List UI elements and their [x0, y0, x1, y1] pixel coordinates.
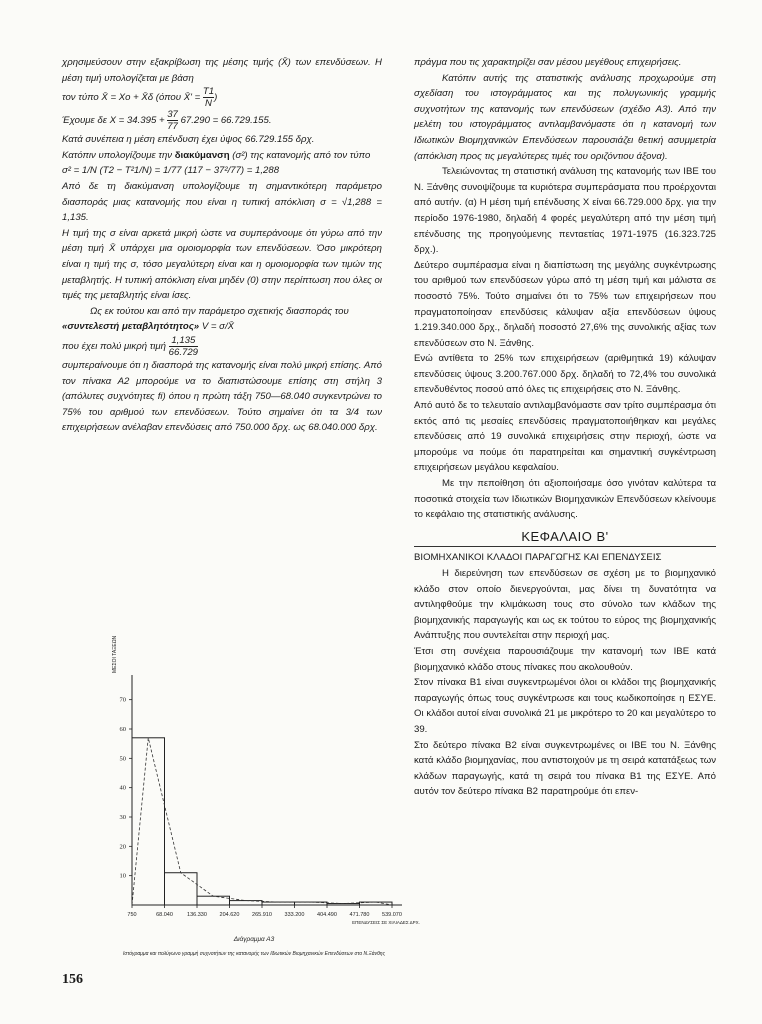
right-column: [414, 55, 716, 800]
left-para-2: Κατά συνέπεια η μέση επένδυση έχει ύψος 66.729.155 δρχ.: [62, 134, 315, 146]
right-para-5: Ενώ αντίθετα το 25% των επιχειρήσεων (αριθμητικά 19) κάλυψαν επενδύσεις ύψους 3.200.767.000 δρχ. δηλαδή το 72,4% του συνολικά επενδυθέντος ποσού από όλες τις επιχειρήσεις στο Ν. Ξάνθης.: [414, 353, 716, 396]
y-axis-label: ΜΕΣΟΙ ΤΑΞΕΩΝ: [112, 635, 118, 673]
right-para-1: πράγμα που τις χαρακτηρίζει σαν μέσου μεγέθους επιχειρήσεις.: [414, 57, 682, 68]
y-tick-label: 40: [119, 784, 126, 792]
right-para-10: Στον πίνακα Β1 είναι συγκεντρωμένοι όλοι οι κλάδοι της βιομηχανικής παραγωγής όπως τους συγκέντρωσε και τους κωδικοποίησε η ΕΣΥΕ. Οι κλάδοι αυτοί είναι συνολικά 21 με μικρότερο το 20 και μεγαλύτερο το 39.: [414, 677, 716, 735]
histogram-svg: [94, 635, 420, 970]
histogram-a3: [94, 635, 420, 970]
caption-title: Διάγραμμα Α3: [233, 936, 275, 943]
left-para-9: συμπεραίνουμε ότι η διασπορά της κατανομής είναι πολύ μικρή επίσης. Από τον πίνακα Α2 μπορούμε να το διαπιστώσουμε επίσης στη στήλη 3 (απόλυτες συχνότητες fi) όπου η πρώτη τάξη 750—68.040 συγκεντρώνει το 75% του αριθμού των επενδύσεων. Τούτο σημαίνει ότι τα 3/4 των επιχειρήσεων ανέλαβαν επενδύσεις από 750.000 δρχ. ως 68.040.000 δρχ.: [62, 359, 382, 434]
x-axis-label: ΕΠΕΝΔΥΣΕΙΣ ΣΕ ΧΙΛΙΑΔΕΣ ΔΡΧ.: [352, 920, 420, 925]
y-tick-label: 70: [119, 696, 126, 704]
formula-mean: τον τύπο X̄ = Xo + X̄δ (όπου X̄' = $\frac{T1}{N}$ ): [62, 86, 218, 110]
histogram-bar: [197, 896, 230, 905]
left-para-5: Η τιμή της σ είναι αρκετά μικρή ώστε να συμπεράνουμε ότι γύρω από την μέση τιμή X̄ υπάρχει μια ομοιομορφία των επενδύσεων. Όσο μικρότερη είναι η τιμή της σ, τόσο μεγαλύτερη είναι και η ομοιομορφία των τιμών της μεταβλητής. Η τυπική απόκλιση είναι μηδέν (0) στην περίπτωση που όλες οι τιμές της μεταβλητής είναι ίσες.: [62, 227, 382, 302]
histogram-bar: [132, 738, 165, 905]
formula-variance: σ² = 1/N (T2 − T²1/N) = 1/77 (117 − 37²/77) = 1,288: [62, 165, 280, 177]
chapter-title: ΚΕΦΑΛΑΙΟ Β': [414, 529, 716, 548]
x-tick-label: 68.040: [156, 912, 173, 918]
right-para-4: Δεύτερο συμπέρασμα είναι η διαπίστωση της μεγάλης συγκέντρωσης του αριθμού των επενδύσεων γύρω από τη μέση τιμή και μάλιστα σε ποσοστό 75%. Τούτο σημαίνει ότι το 75% των επιχειρήσεων που πραγματοποίησαν επενδύσεις κάλυψαν αξία επενδύσεων ύψους 1.219.340.000 δρχ., δηλαδή ποσοστό 27,6% της συνολικής αξίας των επενδύσεων στο Ν. Ξάνθης.: [414, 259, 716, 349]
left-para-4: Από δε τη διακύμανση υπολογίζουμε τη σημαντικότερη παράμετρο διασποράς μιας κατανομής που είναι η τυπική απόκλιση σ = √1,288 = 1,135.: [62, 180, 382, 224]
right-para-9: Έτσι στη συνέχεια παρουσιάζουμε την κατανομή των ΙΒΕ κατά βιομηχανικό κλάδο στους πίνακες που ακολουθούν.: [414, 645, 716, 673]
left-para-1: χρησιμεύσουν στην εξακρίβωση της μέσης τιμής (X̄) των επενδύσεων. Η μέση τιμή υπολογίζεται με βάση: [62, 57, 382, 84]
x-tick-label: 539.070: [382, 912, 402, 918]
chapter-subtitle: ΒΙΟΜΗΧΑΝΙΚΟΙ ΚΛΑΔΟΙ ΠΑΡΑΓΩΓΗΣ ΚΑΙ ΕΠΕΝΔΥΣΕΙΣ: [414, 552, 662, 564]
right-para-8: Η διερεύνηση των επενδύσεων σε σχέση με το βιομηχανικό κλάδο στον οποίο διενεργούνται, μας δίνει τη δυνατότητα να αντιληφθούμε την κλιμάκωση τους στο σύνολο των κλάδων της βιομηχανικής παραγωγής και ως εκ τούτου το εύρος της βιομηχανικής Ανάπτυξης που συντελείται στην περιοχή μας.: [414, 568, 716, 642]
y-tick-label: 10: [119, 872, 126, 880]
histogram-bar: [360, 902, 393, 905]
x-tick-label: 471.780: [349, 912, 370, 918]
y-tick-label: 50: [119, 755, 126, 763]
right-para-2: Κατόπιν αυτής της στατιστικής ανάλυσης προχωρούμε στη σχεδίαση του ιστογράμματος και της πολυγωνικής γραμμής συχνοτήτων της κατανομής των επενδύσεων (σχέδιο Α3). Από την μελέτη του ιστογράμματος αντιλαμβανόμαστε ότι η κατανομή των Ιδιωτικών Βιομηχανικών Επενδύσεων παρουσιάζει θετική ασυμμετρία (απόκλιση προς τις μεγαλύτερες τιμές του οριζόντιου άξονα).: [414, 72, 716, 162]
x-tick-label: 750: [127, 912, 137, 918]
left-para-8: που έχει πολύ μικρή τιμή $\frac{1,135}{66.729}$: [62, 334, 198, 358]
y-tick-label: 20: [119, 843, 126, 851]
x-tick-label: 136.330: [187, 912, 207, 918]
x-tick-label: 265.910: [252, 912, 272, 918]
left-para-7: «συντελεστή μεταβλητότητος» V = σ/X̄: [62, 321, 235, 333]
x-tick-label: 404.490: [317, 912, 337, 918]
x-tick-label: 333.200: [284, 912, 305, 918]
y-tick-label: 60: [119, 726, 126, 733]
x-tick-label: 204.620: [219, 912, 240, 918]
right-para-3: Τελειώνοντας τη στατιστική ανάλυση της κατανομής των ΙΒΕ του Ν. Ξάνθης συνοψίζουμε τα κυριότερα συμπεράσματα που προέρχονται από αυτήν. (α) Η μέση τιμή επένδυσης X είναι 66.729.000 δρχ. για την περίοδο 1976-1980, δηλαδή 4 φορές μεγαλύτερη από την μέση τιμή επένδυσης της προηγούμενης πενταετίας 1971-1975 (16.323.725 δρχ.).: [414, 166, 716, 256]
formula-value: Έχουμε δε X = 34.395 + $\frac{37}{77}$ 67.290 = 66.729.155.: [62, 109, 272, 133]
right-para-11: Στο δεύτερο πίνακα Β2 είναι συγκεντρωμένες οι ΙΒΕ του Ν. Ξάνθης κατά κλάδο βιομηχανίας, που αντιστοιχούν με τη σειρά κατατάξεως των κλάδων παραγωγής, κατά τη σειρά του πίνακα Β1 της ΕΣΥΕ. Από αυτόν τον δεύτερο πίνακα Β2 παρατηρούμε ότι επεν-: [414, 739, 716, 798]
right-para-7: Με την πεποίθηση ότι αξιοποιήσαμε όσο γινόταν καλύτερα τα ποσοτικά στοιχεία των Ιδιωτικών Βιομηχανικών Επενδύσεων κλείνουμε το κεφάλαιο της στατιστικής ανάλυσης.: [414, 478, 716, 521]
right-para-6: Από αυτό δε το τελευταίο αντιλαμβανόμαστε σαν τρίτο συμπέρασμα ότι εκτός από τις μεσαίες επενδύσεις πραγματοποιήθηκαν και μεγάλες επενδύσεις από 19 συνολικά επιχειρήσεις στην περιοχή, ώστε να μπορούμε να πούμε ότι παρατηρείται και σημαντική συγκέντρωση επιχειρήσεων μεγάλου κεφαλαίου.: [414, 400, 716, 474]
frequency-polygon: [132, 738, 392, 905]
left-column: [62, 55, 382, 436]
page-number: 156: [62, 972, 83, 987]
histogram-bar: [165, 873, 198, 905]
histogram-bar: [262, 902, 295, 905]
left-para-6: Ως εκ τούτου και από την παράμετρο σχετικής διασποράς του: [90, 305, 349, 317]
left-para-3: Κατόπιν υπολογίζουμε την διακύμανση (σ²) της κατανομής από τον τύπο: [62, 149, 371, 161]
y-tick-label: 30: [119, 814, 126, 821]
caption-text: Ιστόγραμμα και πολύγωνο γραμμή συχνοτήτων της κατανομής των Ιδιωτικών Βιομηχανικών Επενδύσεων στο Ν.Ξάνθης: [123, 951, 385, 957]
